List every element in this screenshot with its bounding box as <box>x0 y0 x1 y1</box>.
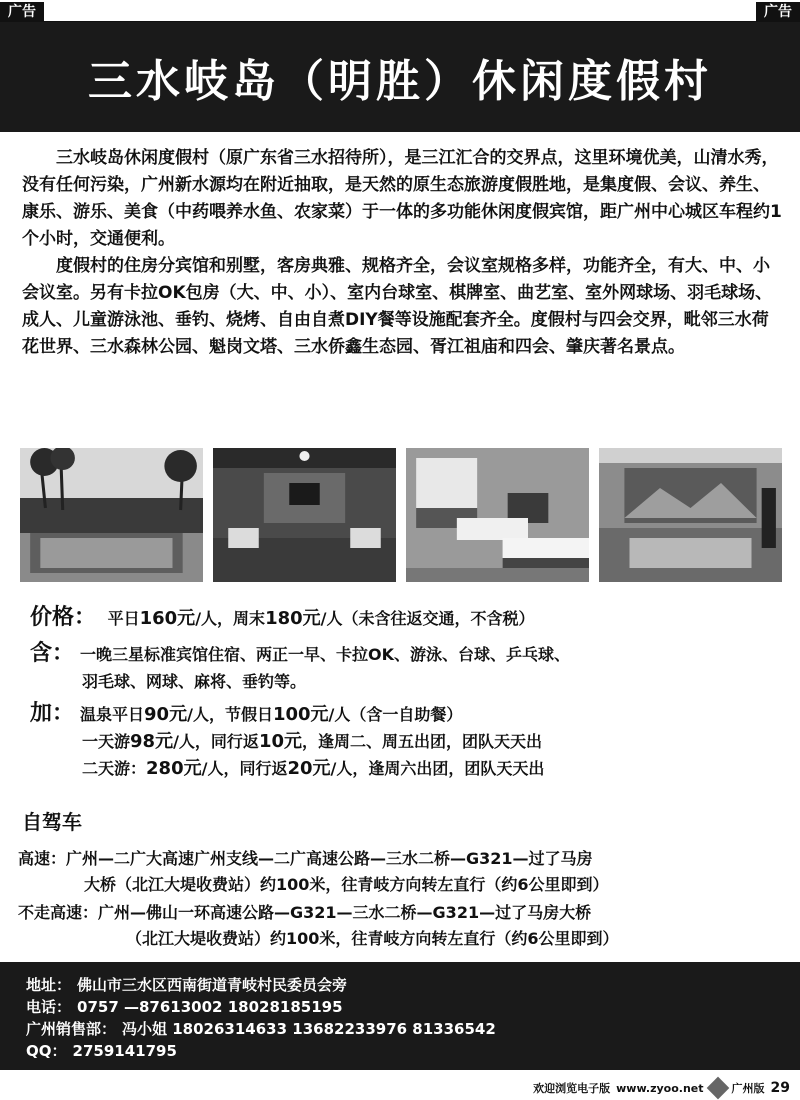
driving-title: 自驾车 <box>22 810 82 834</box>
extra-l3d: 20元 <box>287 758 331 779</box>
weekday-unit: /人， <box>195 609 234 628</box>
weekday-price: 160元 <box>139 608 196 629</box>
qq-label: QQ： <box>26 1042 67 1060</box>
sales-label: 广州销售部： <box>26 1020 117 1038</box>
title-banner <box>0 22 800 132</box>
site-link[interactable]: www.zyoo.net <box>616 1081 704 1095</box>
address-label: 地址： <box>26 976 72 994</box>
nohighway-line-1: 广州—佛山一环高速公路—G321—三水二桥—G321—过了马房大桥 <box>98 903 592 922</box>
weekend-price: 180元 <box>265 608 321 629</box>
includes-section <box>30 640 570 695</box>
extra-l3e: /人，逢周六出团，团队天天出 <box>330 759 545 778</box>
route-highway <box>18 846 788 898</box>
includes-line-1: 一晚三星标准宾馆住宿、两正一早、卡拉OK、游泳、台球、乒乓球、 <box>80 645 571 664</box>
address-value: 佛山市三水区西南街道青岐村民委员会旁 <box>77 976 348 994</box>
page-footer-bar <box>533 1080 790 1096</box>
photo-room <box>406 448 589 582</box>
route-no-highway <box>18 900 788 952</box>
intro-text <box>22 145 782 361</box>
price-section <box>30 600 535 631</box>
nohighway-line-2: （北江大堤收费站）约100米，往青岐方向转左直行（约6公里即到） <box>126 929 619 948</box>
page-title: 三水岐岛（明胜）休闲度假村 <box>88 56 712 107</box>
highway-line-1: 广州—二广大高速广州支线—二广高速公路—三水二桥—G321—过了马房 <box>66 849 593 868</box>
extra-l3b: 280元 <box>146 758 202 779</box>
intro-paragraph-2: 度假村的住房分宾馆和别墅，客房典雅、规格齐全，会议室规格多样，功能齐全，有大、中、小会议室。另有卡拉OK包房（大、中、小）、室内台球室、棋牌室、曲艺室、室外网球场、羽毛球场、成人、儿童游泳池、垂钓、烧烤、自由自煮DIY餐等设施配套齐全。度假村与四会交界，毗邻三水荷花世界、三水森林公园、魁岗文塔、三水侨鑫生态园、胥江祖庙和四会、肇庆著名景点。 <box>22 256 773 357</box>
photo-strip <box>20 448 782 582</box>
phone-value: 0757 —87613002 18028185195 <box>77 998 343 1016</box>
extra-section <box>30 700 544 782</box>
includes-line-2: 羽毛球、网球、麻将、垂钓等。 <box>82 672 307 691</box>
qq-value: 2759141795 <box>72 1042 177 1060</box>
extra-key: 加： <box>30 701 75 726</box>
extra-l2a: 一天游 <box>82 732 131 751</box>
intro-paragraph-1: 三水岐岛休闲度假村（原广东省三水招待所），是三江汇合的交界点，这里环境优美，山清水秀，没有任何污染，广州新水源均在附近抽取，是天然的原生态旅游度假胜地，是集度假、会议、养生、康乐、游乐、美食（中药喂养水鱼、农家菜）于一体的多功能休闲度假宾馆，距广州中心城区车程约1个小时，交通便利。 <box>22 148 782 249</box>
includes-key: 含： <box>30 641 75 666</box>
extra-l1d: 100元 <box>272 704 329 725</box>
sales-value: 冯小姐 18026314633 13682233976 81336542 <box>122 1020 496 1038</box>
welcome-text: 欢迎浏览电子版 <box>533 1082 611 1095</box>
extra-l2e: ，逢周二、周五出团，团队天天出 <box>302 732 543 751</box>
weekday-label: 平日 <box>107 609 140 628</box>
price-key: 价格： <box>30 605 97 630</box>
nohighway-key: 不走高速： <box>18 903 99 922</box>
extra-l2d: 10元 <box>258 731 302 752</box>
weekend-label: 周末 <box>233 609 266 628</box>
extra-l3a: 二天游： <box>82 759 147 778</box>
extra-l2b: 98元 <box>130 731 174 752</box>
diamond-logo-icon <box>706 1077 729 1100</box>
highway-line-2: 大桥（北江大堤收费站）约100米，往青岐方向转左直行（约6公里即到） <box>84 875 609 894</box>
extra-l1b: 90元 <box>144 704 188 725</box>
page-number: 29 <box>770 1080 790 1096</box>
extra-l2c: /人，同行返 <box>173 732 259 751</box>
ad-tag-left: 广告 <box>0 2 44 22</box>
edition-text: 广州版 <box>731 1082 765 1095</box>
weekend-unit: /人（未含往返交通，不含税） <box>320 609 535 628</box>
extra-l1a: 温泉平日 <box>80 705 145 724</box>
photo-pool <box>20 448 203 582</box>
highway-key: 高速： <box>18 849 67 868</box>
phone-label: 电话： <box>26 998 72 1016</box>
photo-hall <box>213 448 396 582</box>
contact-footer <box>0 962 800 1070</box>
photo-dining <box>599 448 782 582</box>
extra-l1c: /人，节假日 <box>187 705 273 724</box>
extra-l3c: /人，同行返 <box>201 759 288 778</box>
extra-l1e: /人（含一自助餐） <box>328 705 463 724</box>
ad-tag-right: 广告 <box>756 2 800 22</box>
